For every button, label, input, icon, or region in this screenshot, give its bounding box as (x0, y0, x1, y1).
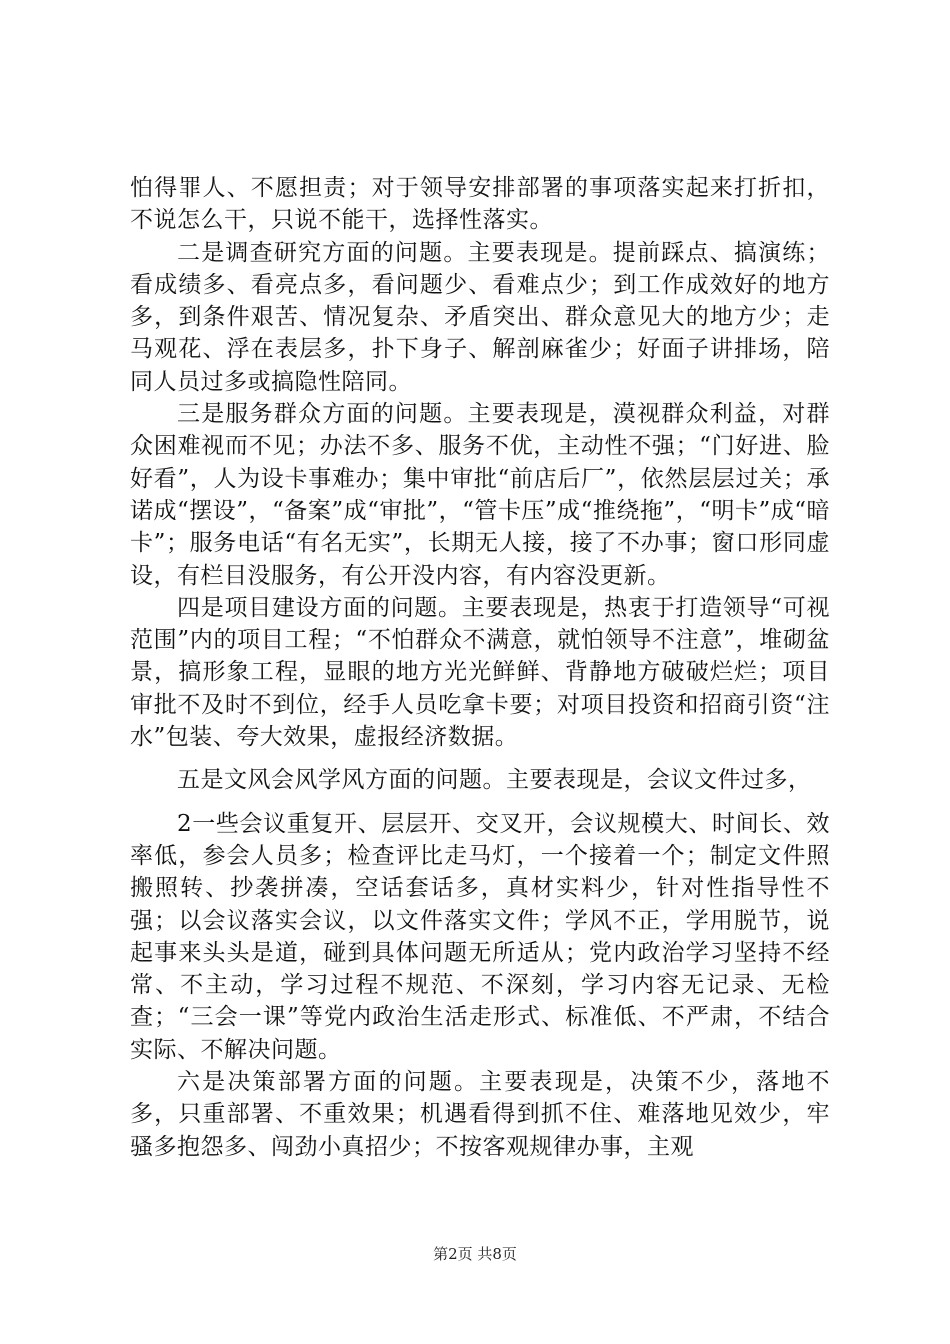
page-number-footer: 第2页 共8页 (433, 1245, 517, 1263)
paragraph-meeting-issues: 2一些会议重复开、层层开、交叉开，会议规模大、时间长、效率低，参会人员多；检查评比走马灯，一个接着一个；制定文件照搬照转、抄袭拼凑，空话套话多，真材实料少，针对性指导性不强；以会议落实会议，以文件落实文件；学风不正，学用脱节，说起事来头头是道，碰到具体问题无所适从；党内政治学习坚持不经常、不主动，学习过程不规范、不深刻，学习内容无记录、无检查；“三会一课”等党内政治生活走形式、标准低、不严肃，不结合实际、不解决问题。 (130, 810, 830, 1063)
paragraph-continuation: 怕得罪人、不愿担责；对于领导安排部署的事项落实起来打折扣，不说怎么干，只说不能干，选择性落实。 (130, 175, 830, 234)
paragraph-style-issues: 五是文风会风学风方面的问题。主要表现是，会议文件过多， (177, 767, 812, 794)
document-body (130, 172, 830, 1163)
paragraph-service-issues: 三是服务群众方面的问题。主要表现是，漠视群众利益，对群众困难视而不见；办法不多、服务不优，主动性不强；“门好进、脸好看”，人为设卡事难办；集中审批“前店后厂”，依然层层过关；承诺成“摆设”，“备案”成“审批”，“管卡压”成“推绕拖”，“明卡”成“暗卡”；服务电话“有名无实”，长期无人接，接了不办事；窗口形同虚设，有栏目没服务，有公开没内容，有内容没更新。 (130, 401, 830, 589)
paragraph-decision-issues: 六是决策部署方面的问题。主要表现是，决策不少，落地不多，只重部署、不重效果；机遇看得到抓不住、难落地见效少，牢骚多抱怨多、闯劲小真招少；不按客观规律办事，主观 (130, 1069, 830, 1160)
paragraph-project-issues: 四是项目建设方面的问题。主要表现是，热衷于打造领导“可视范围”内的项目工程；“不怕群众不满意，就怕领导不注意”，堆砌盆景，搞形象工程，显眼的地方光光鲜鲜、背静地方破破烂烂；项目审批不及时不到位，经手人员吃拿卡要；对项目投资和招商引资“注水”包装、夸大效果，虚报经济数据。 (130, 594, 830, 751)
paragraph-research-issues: 二是调查研究方面的问题。主要表现是。提前踩点、搞演练；看成绩多、看亮点多，看问题少、看难点少；到工作成效好的地方多，到条件艰苦、情况复杂、矛盾突出、群众意见大的地方少；走马观花、浮在表层多，扑下身子、解剖麻雀少；好面子讲排场，陪同人员过多或搞隐性陪同。 (130, 239, 830, 395)
